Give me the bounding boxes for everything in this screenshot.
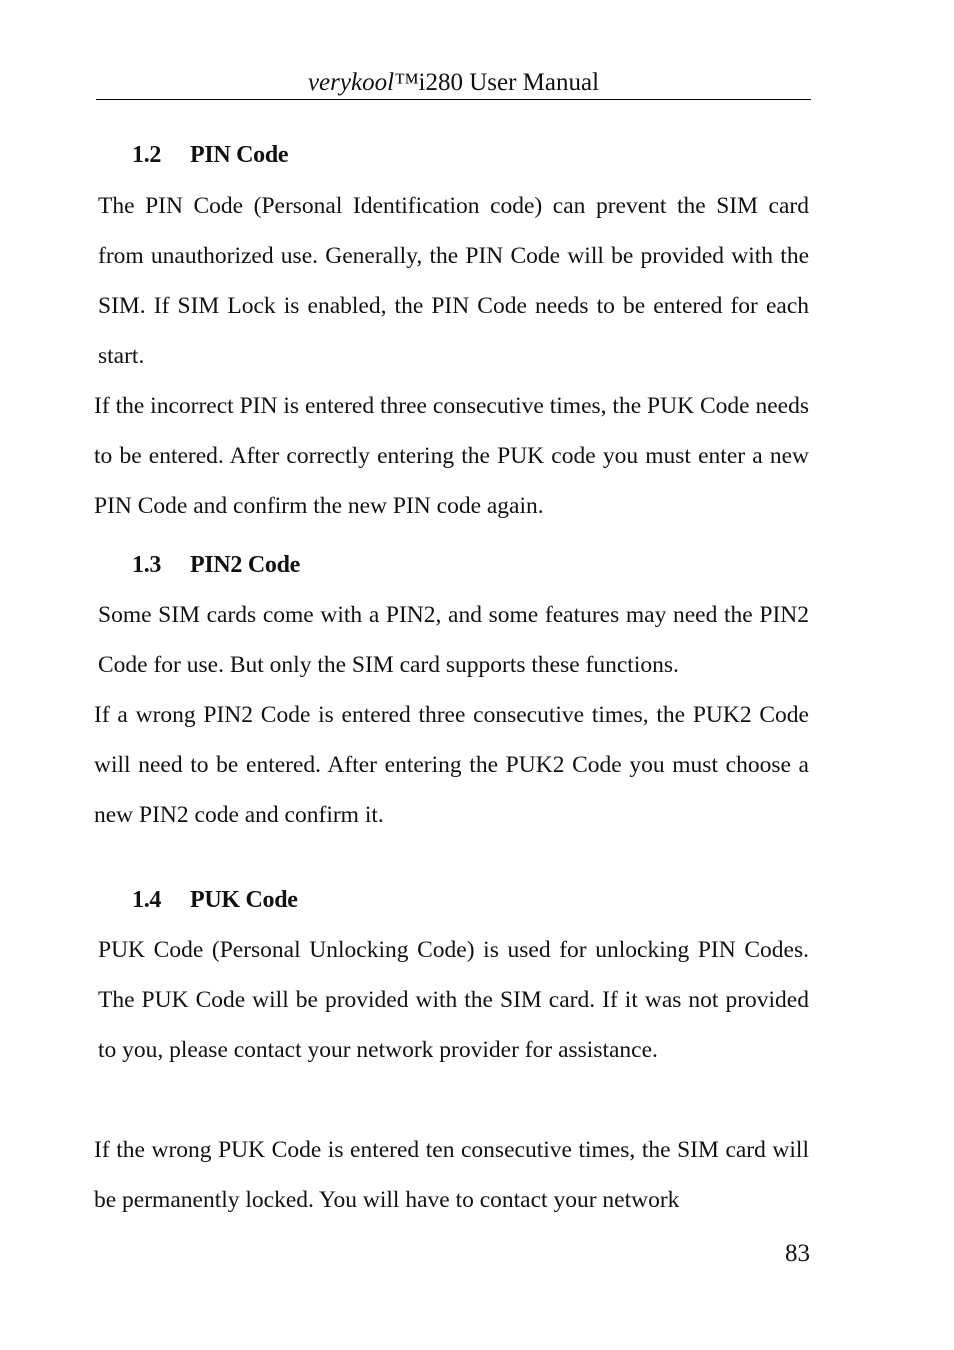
section-number: 1.2: [132, 142, 162, 168]
paragraph-pin-incorrect: If the incorrect PIN is entered three consecutive times, the PUK Code needs to be entered. After correctly entering the PUK code you must enter a new PIN Code and confirm the new PIN code again.: [94, 393, 809, 519]
section-heading-pin2-code: [132, 550, 300, 580]
section-number: 1.4: [132, 887, 162, 913]
header-brand: verykool™: [307, 69, 419, 96]
section-heading-puk-code: [132, 885, 298, 915]
section-number: 1.3: [132, 552, 162, 578]
paragraph-pin2-description: Some SIM cards come with a PIN2, and some features may need the PIN2 Code for use. But only the SIM card supports these functions.: [98, 602, 809, 678]
paragraph-pin-description: The PIN Code (Personal Identification code) can prevent the SIM card from unauthorized use. Generally, the PIN Code will be provided with the SIM. If SIM Lock is enabled, the PIN Code needs to be entered for each start.: [98, 193, 809, 369]
header-rule: [96, 99, 811, 100]
paragraph-puk-description: PUK Code (Personal Unlocking Code) is used for unlocking PIN Codes. The PUK Code will be provided with the SIM card. If it was not provided to you, please contact your network provider for assistance.: [98, 937, 809, 1063]
header-title: i280 User Manual: [418, 69, 600, 96]
running-header: [96, 66, 811, 100]
section-title: PIN2 Code: [190, 552, 300, 578]
paragraph-puk-wrong: If the wrong PUK Code is entered ten consecutive times, the SIM card will be permanently locked. You will have to contact your network: [94, 1137, 809, 1213]
page-number: 83: [785, 1240, 810, 1267]
section-title: PUK Code: [190, 887, 298, 913]
section-title: PIN Code: [190, 142, 289, 168]
paragraph-pin2-wrong: If a wrong PIN2 Code is entered three consecutive times, the PUK2 Code will need to be entered. After entering the PUK2 Code you must choose a new PIN2 code and confirm it.: [94, 702, 809, 828]
section-heading-pin-code: [132, 140, 288, 170]
